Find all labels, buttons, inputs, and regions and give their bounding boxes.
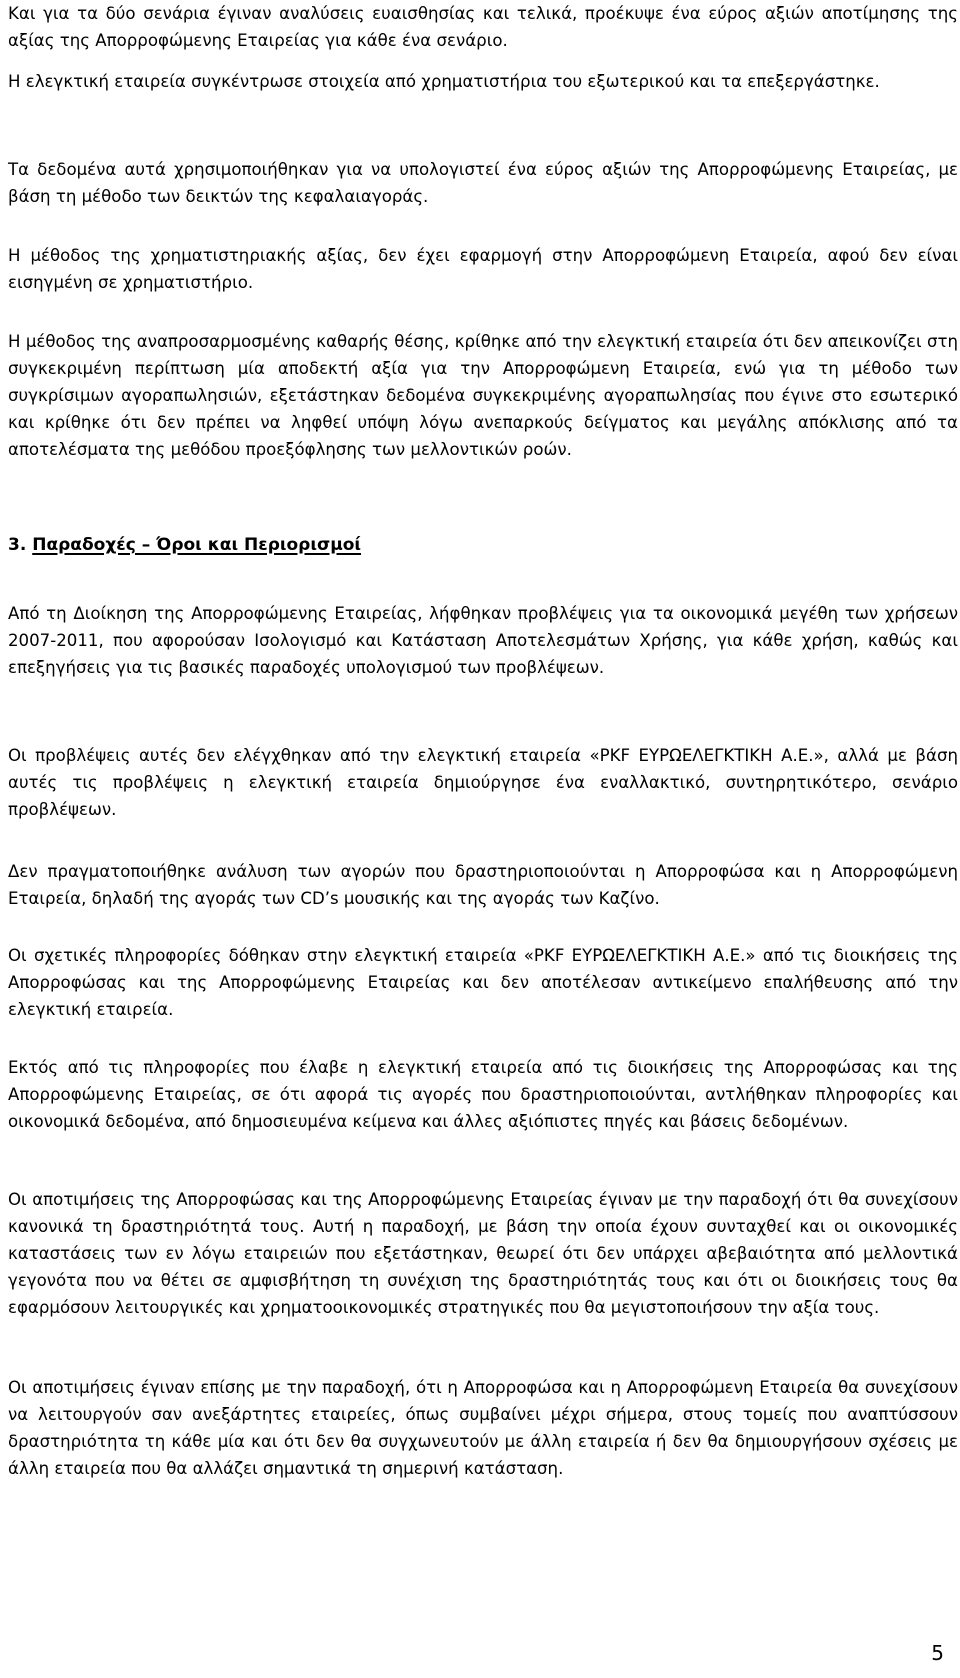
paragraph-information-source: Οι σχετικές πληροφορίες δόθηκαν στην ελεγκτική εταιρεία «PKF ΕΥΡΩΕΛΕΓΚΤΙΚΗ Α.Ε.» από τις διοικήσεις της Απορροφώσας και της Απορροφώμενης Εταιρείας και δεν αποτέλεσαν αντικείμενο επαλήθευσης από την ελεγκτική εταιρεία. [8, 946, 958, 1019]
page-number: 5 [931, 1641, 944, 1665]
paragraph-management-forecasts: Από τη Διοίκηση της Απορροφώμενης Εταιρείας, λήφθηκαν προβλέψεις για τα οικονομικά μεγέθη των χρήσεων 2007-2011, που αφορούσαν Ισολογισμό και Κατάσταση Αποτελεσμάτων Χρήσης, για κάθε χρήση, καθώς και επεξηγήσεις για τις βασικές παραδοχές υπολογισμού των προβλέψεων. [8, 604, 958, 677]
paragraph-going-concern: Οι αποτιμήσεις της Απορροφώσας και της Απορροφώμενης Εταιρείας έγιναν με την παραδοχή ότι θα συνεχίσουν κανονικά τη δραστηριότητά τους. Αυτή η παραδοχή, με βάση την οποία έχουν συνταχθεί και οι οικονομικές καταστάσεις των εν λόγω εταιρειών που εξετάστηκαν, θεωρεί ότι δεν υπάρχει αβεβαιότητα από μελλοντικά γεγονότα που να θέτει σε αμφισβήτηση τη συνέχιση της δραστηριότητάς τους και ότι οι διοικήσεις τους θα εφαρμόσουν λειτουργικές και χρηματοοικονομικές στρατηγικές που θα μεγιστοποιήσουν την αξία τους. [8, 1190, 958, 1317]
paragraph-market-multiples: Τα δεδομένα αυτά χρησιμοποιήθηκαν για να υπολογιστεί ένα εύρος αξιών της Απορροφώμενης Εταιρείας, με βάση τη μέθοδο των δεικτών της κεφαλαιαγοράς. [8, 160, 958, 206]
paragraph-adjusted-net-worth: Η μέθοδος της αναπροσαρμοσμένης καθαρής θέσης, κρίθηκε από την ελεγκτική εταιρεία ότι δεν απεικονίζει στη συγκεκριμένη περίπτωση μία αποδεκτή αξία για την Απορροφώμενη Εταιρεία, ενώ για τη μέθοδο των συγκρίσιμων αγοραπωλησιών, εξετάστηκαν δεδομένα συγκεκριμένης αγοραπωλησίας που έγινε στο εσωτερικό και κρίθηκε ότι δεν πρέπει να ληφθεί υπόψη λόγω ανεπαρκούς δείγματος και μεγάλης απόκλισης από τα αποτελέσματα της μεθόδου προεξόφλησης των μελλοντικών ροών. [8, 332, 958, 459]
section-number: 3. [8, 535, 27, 555]
section-heading [8, 532, 361, 559]
paragraph-market-analysis: Δεν πραγματοποιήθηκε ανάλυση των αγορών που δραστηριοποιούνται η Απορροφώσα και η Απορροφώμενη Εταιρεία, δηλαδή της αγοράς των CD’s μουσικής και της αγοράς των Καζίνο. [8, 862, 958, 908]
paragraph-additional-sources: Εκτός από τις πληροφορίες που έλαβε η ελεγκτική εταιρεία από τις διοικήσεις της Απορροφώσας και της Απορροφώμενης Εταιρείας, σε ότι αφορά τις αγορές που δραστηριοποιούνται, αντλήθηκαν πληροφορίες και οικονομικά δεδομένα, από δημοσιευμένα κείμενα και άλλες αξιόπιστες πηγές και βάσεις δεδομένων. [8, 1058, 958, 1131]
paragraph-alternative-scenario: Οι προβλέψεις αυτές δεν ελέγχθηκαν από την ελεγκτική εταιρεία «PKF ΕΥΡΩΕΛΕΓΚΤΙΚΗ Α.Ε.», αλλά με βάση αυτές τις προβλέψεις η ελεγκτική εταιρεία δημιούργησε ένα εναλλακτικό, συντηρητικότερο, σενάριο προβλέψεων. [8, 746, 958, 819]
paragraph-independent-operation: Οι αποτιμήσεις έγιναν επίσης με την παραδοχή, ότι η Απορροφώσα και η Απορροφώμενη Εταιρεία θα συνεχίσουν να λειτουργούν σαν ανεξάρτητες εταιρείες, όπως συμβαίνει μέχρι σήμερα, στους τομείς που αναπτύσσουν δραστηριότητα τη κάθε μία και ότι δεν θα συγχωνευτούν με άλλη εταιρεία ή δεν θα δημιουργήσουν σχέσεις με άλλη εταιρεία που θα αλλάζει σημαντικά τη σημερινή κατάσταση. [8, 1378, 958, 1478]
paragraph-sensitivity-analysis: Και για τα δύο σενάρια έγιναν αναλύσεις ευαισθησίας και τελικά, προέκυψε ένα εύρος αξιών αποτίμησης της αξίας της Απορροφώμενης Εταιρείας για κάθε ένα σενάριο. [8, 4, 958, 50]
section-title: Παραδοχές – Όροι και Περιορισμοί [32, 535, 362, 555]
paragraph-stock-market-method: Η μέθοδος της χρηματιστηριακής αξίας, δεν έχει εφαρμογή στην Απορροφώμενη Εταιρεία, αφού δεν είναι εισηγμένη σε χρηματιστήριο. [8, 246, 958, 292]
paragraph-data-collection: Η ελεγκτική εταιρεία συγκέντρωσε στοιχεία από χρηματιστήρια του εξωτερικού και τα επεξεργάστηκε. [8, 72, 880, 91]
